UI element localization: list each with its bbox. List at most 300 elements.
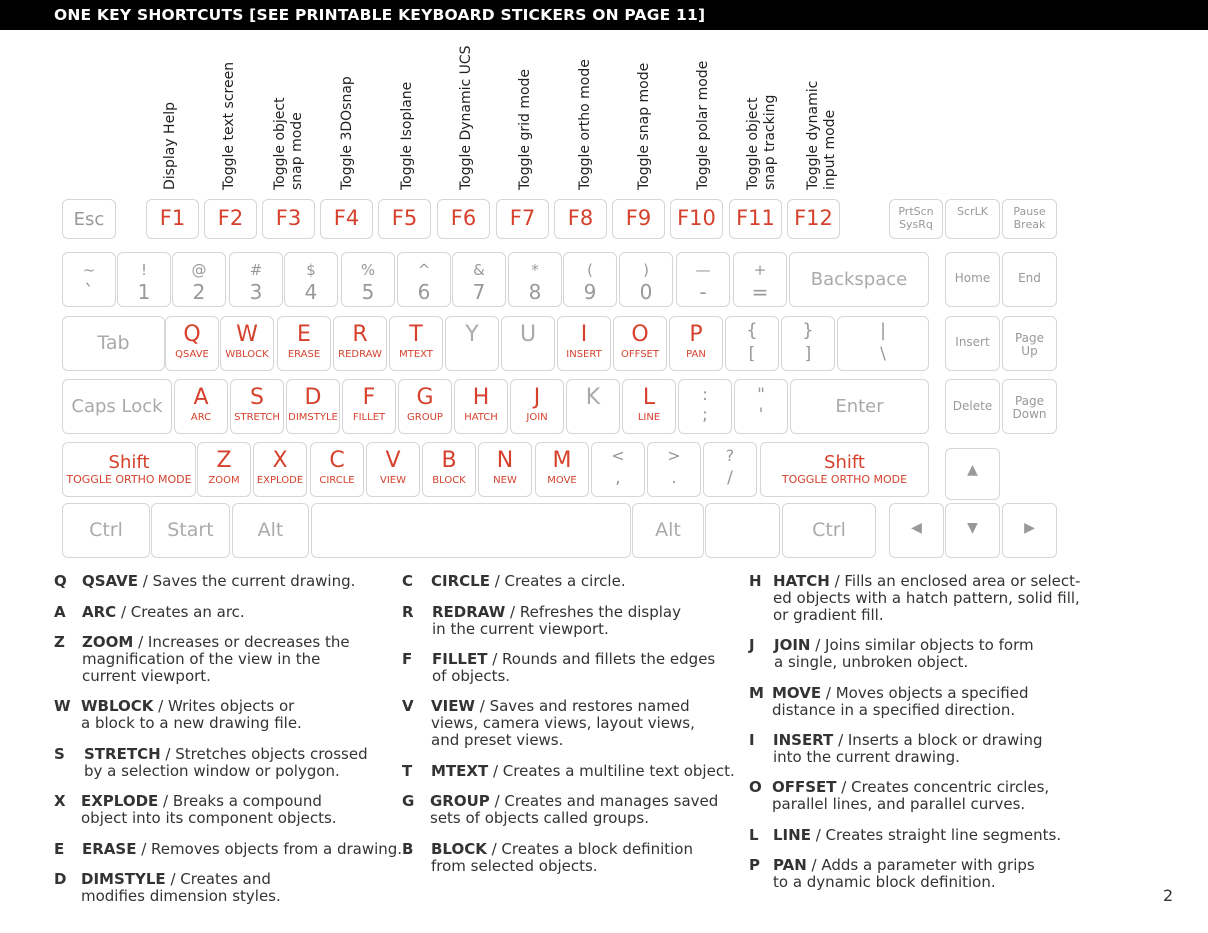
base-symbol: / <box>727 468 733 488</box>
fkey-f6[interactable] <box>437 199 490 239</box>
tab-key[interactable] <box>62 316 165 371</box>
definition-fillet <box>402 651 715 685</box>
shift-symbol: > <box>667 446 681 465</box>
definition-body <box>82 573 355 590</box>
key-r[interactable] <box>333 316 387 371</box>
definition-body <box>432 604 681 638</box>
key-w[interactable] <box>220 316 274 371</box>
arrow-down-icon: ▼ <box>967 520 978 536</box>
fkey-label: F3 <box>275 206 302 230</box>
command-label: QSAVE <box>175 349 209 360</box>
key-3[interactable] <box>229 252 283 307</box>
definition-continuation: or gradient fill. <box>773 606 884 624</box>
key-y[interactable] <box>445 316 499 371</box>
definition-letter: T <box>402 762 413 780</box>
letter-label: T <box>409 322 423 347</box>
definition-text: / Adds a parameter with grips <box>806 856 1035 874</box>
definition-first-line <box>82 634 350 651</box>
fkey-f10[interactable] <box>670 199 723 239</box>
command-label: ZOOM <box>208 475 240 486</box>
definition-command: LINE <box>773 826 811 844</box>
definition-letter: M <box>749 684 764 702</box>
definition-body <box>432 651 715 685</box>
definition-continuation: into the current drawing. <box>773 748 960 766</box>
letter-label: Z <box>216 448 232 473</box>
letter-label: L <box>642 385 656 410</box>
definition-body <box>431 763 735 780</box>
definition-body <box>773 827 1061 844</box>
letter-label: V <box>385 448 401 473</box>
letter-label: U <box>519 322 537 347</box>
key-6[interactable] <box>397 252 451 307</box>
base-symbol: - <box>699 280 707 304</box>
definition-letter: X <box>54 792 66 810</box>
key-n[interactable] <box>478 442 532 497</box>
key-m[interactable] <box>535 442 589 497</box>
arrow-up-key[interactable] <box>945 448 1000 500</box>
base-symbol: , <box>615 468 621 488</box>
caption-f3 <box>272 97 306 190</box>
caption-f7 <box>517 69 534 190</box>
command-label: FILLET <box>352 412 386 423</box>
fkey-f1[interactable] <box>146 199 199 239</box>
caption-line: Display Help <box>162 102 178 190</box>
definition-first-line <box>81 793 337 810</box>
definition-command: QSAVE <box>82 572 139 590</box>
fkey-f11[interactable] <box>729 199 782 239</box>
delete-label: Delete <box>952 399 993 413</box>
scrlk-label: ScrLK <box>957 205 988 218</box>
base-symbol: ; <box>702 405 708 425</box>
command-label: VIEW <box>380 475 406 486</box>
base-symbol: 3 <box>249 280 263 304</box>
right-ctrl-key[interactable] <box>782 503 876 558</box>
definition-continuation: by a selection window or polygon. <box>84 762 340 780</box>
base-symbol: ' <box>758 405 764 425</box>
definition-command: WBLOCK <box>81 697 154 715</box>
fkey-f7[interactable] <box>496 199 549 239</box>
definition-letter: I <box>749 731 755 749</box>
definition-first-line <box>774 637 1034 654</box>
shift-symbol: ! <box>140 261 147 279</box>
definition-body <box>431 841 693 875</box>
capslock-label: Caps Lock <box>71 396 163 417</box>
command-label: JOIN <box>526 412 548 423</box>
shift-symbol: % <box>360 261 376 279</box>
enter-key[interactable] <box>790 379 929 434</box>
sysrq-label: SysRq <box>899 218 933 231</box>
definition-continuation: to a dynamic block definition. <box>773 873 996 891</box>
scrlk-key[interactable] <box>945 199 1000 239</box>
delete-key[interactable] <box>945 379 1000 434</box>
key-t[interactable] <box>389 316 443 371</box>
spacebar-key[interactable] <box>311 503 631 558</box>
definition-continuation: a block to a new drawing file. <box>81 714 302 732</box>
key-0[interactable] <box>619 252 673 307</box>
letter-label: Q <box>183 322 201 347</box>
prtscn-label: PrtScn <box>898 205 934 218</box>
letter-label: N <box>496 448 514 473</box>
definition-body <box>772 779 1049 813</box>
shift-symbol: " <box>757 385 765 405</box>
caption-f1 <box>162 102 179 190</box>
definition-command: ERASE <box>82 840 137 858</box>
definition-letter: D <box>54 870 67 888</box>
shift-symbol: + <box>753 261 767 279</box>
base-symbol: . <box>671 468 677 488</box>
definition-text: / Creates and manages saved <box>489 792 719 810</box>
right-alt-label: Alt <box>655 519 681 541</box>
caption-line: Toggle grid mode <box>517 68 533 190</box>
definition-first-line <box>431 763 735 780</box>
definition-command: REDRAW <box>432 603 506 621</box>
definition-letter: S <box>54 745 65 763</box>
key-8[interactable] <box>508 252 562 307</box>
definition-body <box>773 732 1042 766</box>
definition-first-line <box>431 841 693 858</box>
definition-text: / Moves objects a specified <box>821 684 1029 702</box>
left-alt-key[interactable] <box>232 503 309 558</box>
key-sym[interactable] <box>733 252 787 307</box>
shift-symbol: ~ <box>82 261 96 279</box>
key-period[interactable] <box>647 442 701 497</box>
fkey-f12[interactable] <box>787 199 840 239</box>
letter-label: P <box>689 322 703 347</box>
definition-text: / Creates a circle. <box>489 572 626 590</box>
key-e[interactable] <box>277 316 331 371</box>
left-shift-key[interactable] <box>62 442 196 497</box>
definition-text: / Creates concentric circles, <box>836 778 1050 796</box>
base-symbol: 5 <box>361 280 375 304</box>
key-semicolon[interactable] <box>678 379 732 434</box>
caption-line: Toggle polar mode <box>695 60 711 190</box>
shift-symbol: $ <box>306 261 316 279</box>
definition-letter: G <box>402 792 415 810</box>
definition-text: / Saves and restores named <box>474 697 690 715</box>
definition-first-line <box>82 604 245 621</box>
definition-move <box>749 685 1028 719</box>
shift-symbol: ? <box>725 446 735 465</box>
definition-first-line <box>430 793 718 810</box>
fkey-f3[interactable] <box>262 199 315 239</box>
base-symbol: 7 <box>472 280 486 304</box>
definition-first-line <box>81 871 281 888</box>
definition-command: PAN <box>773 856 807 874</box>
key-sym[interactable] <box>676 252 730 307</box>
caption-f4 <box>339 76 356 190</box>
definition-wblock <box>54 698 302 732</box>
definition-group <box>402 793 718 827</box>
shift-symbol: # <box>249 261 263 279</box>
letter-label: K <box>585 385 601 410</box>
definition-pan <box>749 857 1035 891</box>
header-bar <box>0 0 1208 30</box>
command-label: HATCH <box>464 412 498 423</box>
command-label: NEW <box>493 475 517 486</box>
definition-command: OFFSET <box>772 778 837 796</box>
definition-text: / Creates straight line segments. <box>810 826 1062 844</box>
definition-command: HATCH <box>773 572 830 590</box>
key-u[interactable] <box>501 316 555 371</box>
arrow-right-key[interactable] <box>1002 503 1057 558</box>
caption-line: Toggle object <box>272 97 288 190</box>
key-7[interactable] <box>452 252 506 307</box>
definition-text: / Removes objects from a drawing. <box>136 840 403 858</box>
base-symbol: ] <box>804 344 812 364</box>
fkey-label: F9 <box>625 206 652 230</box>
pageup-key[interactable] <box>1002 316 1057 371</box>
definition-first-line <box>773 857 1035 874</box>
command-label: MOVE <box>547 475 577 486</box>
pause-key[interactable] <box>1002 199 1057 239</box>
definition-mtext <box>402 763 735 780</box>
key-p[interactable] <box>669 316 723 371</box>
caption-line: Toggle text screen <box>221 61 237 190</box>
letter-label: W <box>236 322 258 347</box>
key-f[interactable] <box>342 379 396 434</box>
letter-label: A <box>193 385 209 410</box>
command-label: OFFSET <box>621 349 659 360</box>
letter-label: Y <box>465 322 479 347</box>
definition-body <box>773 573 1080 624</box>
prtscn-key[interactable] <box>889 199 943 239</box>
key-j[interactable] <box>510 379 564 434</box>
command-label: WBLOCK <box>225 349 269 360</box>
letter-label: X <box>272 448 288 473</box>
command-label: PAN <box>686 349 706 360</box>
definition-text: / Stretches objects crossed <box>160 745 368 763</box>
command-label: STRETCH <box>234 412 280 423</box>
pageup-label-1: Page <box>1014 331 1045 345</box>
base-symbol: \ <box>880 344 886 364</box>
definition-zoom <box>54 634 350 685</box>
header-title: ONE KEY SHORTCUTS [SEE PRINTABLE KEYBOARD STICKERS ON PAGE 11] <box>54 6 706 24</box>
left-ctrl-key[interactable] <box>62 503 150 558</box>
left-alt-label: Alt <box>257 519 284 541</box>
definition-command: ARC <box>82 603 117 621</box>
definition-letter: L <box>749 826 759 844</box>
definition-first-line <box>432 651 715 668</box>
arrow-left-icon: ◀ <box>911 520 922 536</box>
fkey-label: F5 <box>391 206 418 230</box>
definition-text: / Creates a block definition <box>486 840 693 858</box>
capslock-key[interactable] <box>62 379 172 434</box>
definition-body <box>82 841 402 858</box>
caption-line: Toggle dynamic <box>805 80 821 190</box>
letter-label: S <box>250 385 264 410</box>
definition-circle <box>402 573 626 590</box>
menu-key[interactable] <box>705 503 780 558</box>
key-i[interactable] <box>557 316 611 371</box>
backspace-key[interactable] <box>789 252 929 307</box>
arrow-down-key[interactable] <box>945 503 1000 558</box>
definition-first-line <box>82 841 402 858</box>
caption-f9 <box>636 63 653 190</box>
fkey-f5[interactable] <box>378 199 431 239</box>
key-comma[interactable] <box>591 442 645 497</box>
definition-first-line <box>431 698 695 715</box>
pagedown-label-2: Down <box>1012 407 1047 421</box>
key-k[interactable] <box>566 379 620 434</box>
command-label: ERASE <box>287 349 321 360</box>
key-c[interactable] <box>310 442 364 497</box>
definition-body <box>81 871 281 905</box>
key-1[interactable] <box>117 252 171 307</box>
letter-label: E <box>297 322 311 347</box>
caption-line: Toggle 3DOsnap <box>339 76 355 190</box>
fkey-f8[interactable] <box>554 199 607 239</box>
definition-command: INSERT <box>773 731 834 749</box>
end-key[interactable] <box>1002 252 1057 307</box>
definition-continuation: and preset views. <box>431 731 564 749</box>
caption-line: Toggle Isoplane <box>399 81 415 190</box>
base-symbol: [ <box>748 344 756 364</box>
definition-continuation: of objects. <box>432 667 511 685</box>
definition-body <box>84 746 368 780</box>
key-s[interactable] <box>230 379 284 434</box>
key-z[interactable] <box>197 442 251 497</box>
key-5[interactable] <box>341 252 395 307</box>
fkey-label: F4 <box>333 206 360 230</box>
key-l[interactable] <box>622 379 676 434</box>
start-key[interactable] <box>151 503 230 558</box>
definition-stretch <box>54 746 368 780</box>
base-symbol: ` <box>84 280 94 304</box>
key-o[interactable] <box>613 316 667 371</box>
right-shift-key[interactable] <box>760 442 929 497</box>
enter-label: Enter <box>835 396 884 417</box>
caption-f10 <box>695 61 712 190</box>
pagedown-label-1: Page <box>1014 394 1045 408</box>
caption-line: Toggle Dynamic UCS <box>458 45 474 190</box>
command-label: DIMSTYLE <box>288 412 338 423</box>
break-label: Break <box>1013 218 1046 231</box>
letter-label: M <box>552 448 572 473</box>
definition-letter: A <box>54 603 66 621</box>
definition-continuation: a single, unbroken object. <box>774 653 969 671</box>
key-2[interactable] <box>172 252 226 307</box>
definition-insert <box>749 732 1042 766</box>
key-a[interactable] <box>174 379 228 434</box>
key-v[interactable] <box>366 442 420 497</box>
key-q[interactable] <box>165 316 219 371</box>
letter-label: J <box>533 385 541 410</box>
definition-dimstyle <box>54 871 281 905</box>
definition-text: / Inserts a block or drawing <box>833 731 1043 749</box>
backspace-label: Backspace <box>810 269 908 290</box>
definition-first-line <box>84 746 368 763</box>
home-key[interactable] <box>945 252 1000 307</box>
definition-body <box>773 857 1035 891</box>
pageup-label-2: Up <box>1021 344 1038 358</box>
esc-key[interactable] <box>62 199 116 239</box>
definition-command: JOIN <box>774 636 811 654</box>
pause-label: Pause <box>1013 205 1046 218</box>
letter-label: R <box>352 322 368 347</box>
arrow-left-key[interactable] <box>889 503 944 558</box>
definition-continuation: current viewport. <box>82 667 211 685</box>
definition-command: STRETCH <box>84 745 161 763</box>
pagedown-key[interactable] <box>1002 379 1057 434</box>
key-backslash[interactable] <box>837 316 929 371</box>
definition-command: DIMSTYLE <box>81 870 166 888</box>
caption-f11 <box>745 95 779 190</box>
letter-label: O <box>631 322 649 347</box>
insert-label: Insert <box>955 335 990 349</box>
key-d[interactable] <box>286 379 340 434</box>
fkey-f2[interactable] <box>204 199 257 239</box>
definition-letter: R <box>402 603 414 621</box>
shift-symbol: — <box>695 261 711 279</box>
letter-label: B <box>441 448 457 473</box>
key-h[interactable] <box>454 379 508 434</box>
definition-command: CIRCLE <box>431 572 490 590</box>
command-label: LINE <box>637 412 661 423</box>
tab-label: Tab <box>97 332 130 354</box>
definition-body <box>774 637 1034 671</box>
definition-first-line <box>772 779 1049 796</box>
key-sym-tilde[interactable] <box>62 252 116 307</box>
definition-body <box>431 573 626 590</box>
definition-text: / Joins similar objects to form <box>810 636 1034 654</box>
key-g[interactable] <box>398 379 452 434</box>
fkey-label: F10 <box>677 206 716 230</box>
right-alt-key[interactable] <box>632 503 704 558</box>
letter-label: H <box>472 385 490 410</box>
definition-command: FILLET <box>432 650 488 668</box>
key-bracket-open[interactable] <box>725 316 779 371</box>
definition-letter: W <box>54 697 71 715</box>
key-slash[interactable] <box>703 442 757 497</box>
end-label: End <box>1018 271 1041 285</box>
key-9[interactable] <box>563 252 617 307</box>
command-label: INSERT <box>566 349 602 360</box>
definition-text: / Creates and <box>165 870 271 888</box>
fkey-f9[interactable] <box>612 199 665 239</box>
caption-f12 <box>805 81 839 190</box>
base-symbol: 0 <box>639 280 653 304</box>
command-label: CIRCLE <box>319 475 355 486</box>
definition-erase <box>54 841 402 858</box>
definition-letter: Z <box>54 633 65 651</box>
base-symbol: 2 <box>192 280 206 304</box>
definition-command: ZOOM <box>82 633 134 651</box>
definition-text: / Creates a multiline text object. <box>488 762 735 780</box>
caption-line: Toggle object <box>745 97 761 190</box>
key-b[interactable] <box>422 442 476 497</box>
key-x[interactable] <box>253 442 307 497</box>
definition-first-line <box>431 573 626 590</box>
caption-line: Toggle snap mode <box>636 62 652 190</box>
definition-text: / Saves the current drawing. <box>138 572 356 590</box>
fkey-label: F6 <box>450 206 477 230</box>
definition-letter: P <box>749 856 760 874</box>
definition-continuation: from selected objects. <box>431 857 598 875</box>
caption-line: snap mode <box>289 112 305 190</box>
definition-continuation: distance in a specified direction. <box>772 701 1016 719</box>
definition-text: / Writes objects or <box>153 697 295 715</box>
key-quote[interactable] <box>734 379 788 434</box>
key-4[interactable] <box>284 252 338 307</box>
fkey-f4[interactable] <box>320 199 373 239</box>
arrow-right-icon: ▶ <box>1024 520 1035 536</box>
definition-command: GROUP <box>430 792 490 810</box>
key-bracket-close[interactable] <box>781 316 835 371</box>
command-label: REDRAW <box>338 349 382 360</box>
definition-block <box>402 841 693 875</box>
insert-key[interactable] <box>945 316 1000 371</box>
definition-letter: B <box>402 840 414 858</box>
